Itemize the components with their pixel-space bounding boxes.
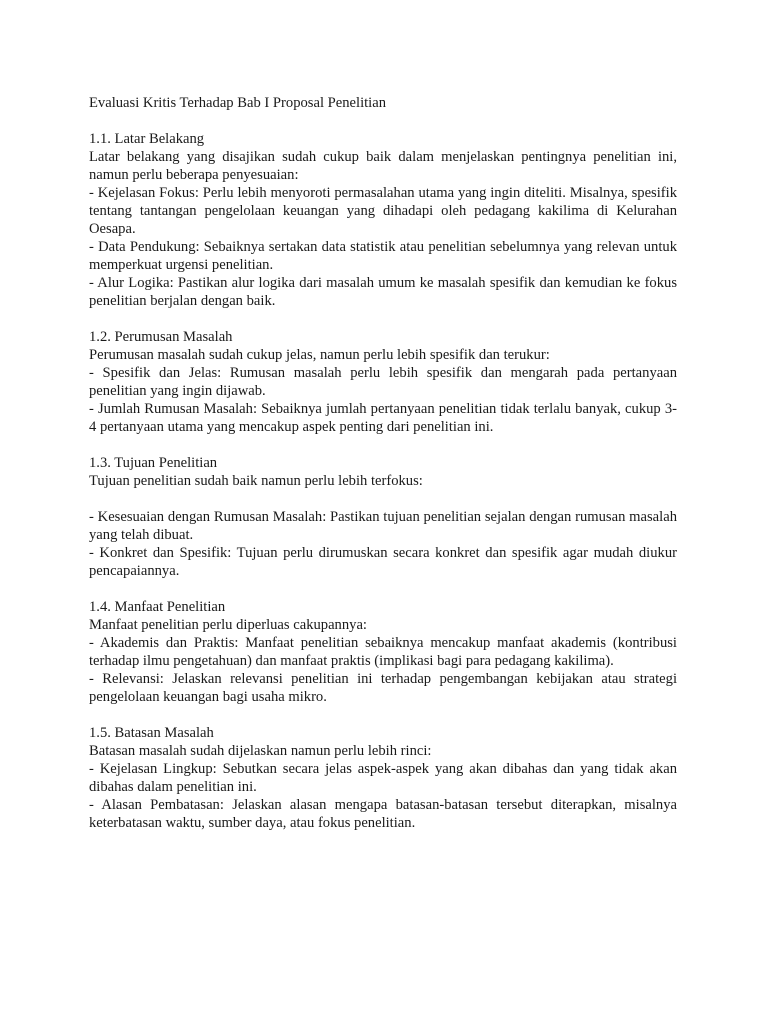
section-point: - Kejelasan Fokus: Perlu lebih menyoroti permasalahan utama yang ingin diteliti. Misalnya, spesifik tentang tantangan pengelolaan keuangan yang dihadapi oleh pedagang kakilima di Kelurahan Oesapa. <box>89 185 677 237</box>
section-point: - Data Pendukung: Sebaiknya sertakan data statistik atau penelitian sebelumnya yang relevan untuk memperkuat urgensi penelitian. <box>89 239 677 273</box>
section-point: - Konkret dan Spesifik: Tujuan perlu dirumuskan secara konkret dan spesifik agar mudah diukur pencapaiannya. <box>89 545 677 579</box>
section-point: - Jumlah Rumusan Masalah: Sebaiknya jumlah pertanyaan penelitian tidak terlalu banyak, cukup 3-4 pertanyaan utama yang mencakup aspek penting dari penelitian ini. <box>89 401 677 435</box>
section-manfaat-penelitian <box>89 598 677 706</box>
section-intro: Perumusan masalah sudah cukup jelas, namun perlu lebih spesifik dan terukur: <box>89 347 550 363</box>
section-intro: Latar belakang yang disajikan sudah cukup baik dalam menjelaskan pentingnya penelitian ini, namun perlu beberapa penyesuaian: <box>89 149 677 183</box>
section-point: - Kejelasan Lingkup: Sebutkan secara jelas aspek-aspek yang akan dibahas dan yang tidak akan dibahas dalam penelitian ini. <box>89 761 677 795</box>
section-point: - Alur Logika: Pastikan alur logika dari masalah umum ke masalah spesifik dan kemudian ke fokus penelitian berjalan dengan baik. <box>89 275 677 309</box>
document-title: Evaluasi Kritis Terhadap Bab I Proposal Penelitian <box>89 95 387 111</box>
section-heading: 1.2. Perumusan Masalah <box>89 329 233 345</box>
section-point: - Akademis dan Praktis: Manfaat penelitian sebaiknya mencakup manfaat akademis (kontribusi terhadap ilmu pengetahuan) dan manfaat praktis (implikasi bagi para pedagang kakilima). <box>89 635 677 669</box>
section-heading: 1.4. Manfaat Penelitian <box>89 599 226 615</box>
section-intro: Tujuan penelitian sudah baik namun perlu lebih terfokus: <box>89 473 423 489</box>
document-page <box>89 94 677 850</box>
section-point: - Relevansi: Jelaskan relevansi penelitian ini terhadap pengembangan kebijakan atau strategi pengelolaan keuangan bagi usaha mikro. <box>89 671 677 705</box>
section-batasan-masalah <box>89 724 677 832</box>
section-point: - Alasan Pembatasan: Jelaskan alasan mengapa batasan-batasan tersebut diterapkan, misalnya keterbatasan waktu, sumber daya, atau fokus penelitian. <box>89 797 677 831</box>
section-intro: Batasan masalah sudah dijelaskan namun perlu lebih rinci: <box>89 743 432 759</box>
section-heading: 1.5. Batasan Masalah <box>89 725 214 741</box>
section-heading: 1.3. Tujuan Penelitian <box>89 455 218 471</box>
section-intro: Manfaat penelitian perlu diperluas cakupannya: <box>89 617 367 633</box>
section-perumusan-masalah <box>89 328 677 436</box>
blank-line <box>89 490 677 508</box>
section-heading: 1.1. Latar Belakang <box>89 131 205 147</box>
section-point: - Kesesuaian dengan Rumusan Masalah: Pastikan tujuan penelitian sejalan dengan rumusan masalah yang telah dibuat. <box>89 509 677 543</box>
section-tujuan-penelitian <box>89 454 677 580</box>
section-point: - Spesifik dan Jelas: Rumusan masalah perlu lebih spesifik dan mengarah pada pertanyaan penelitian yang ingin dijawab. <box>89 365 677 399</box>
section-latar-belakang <box>89 130 677 310</box>
